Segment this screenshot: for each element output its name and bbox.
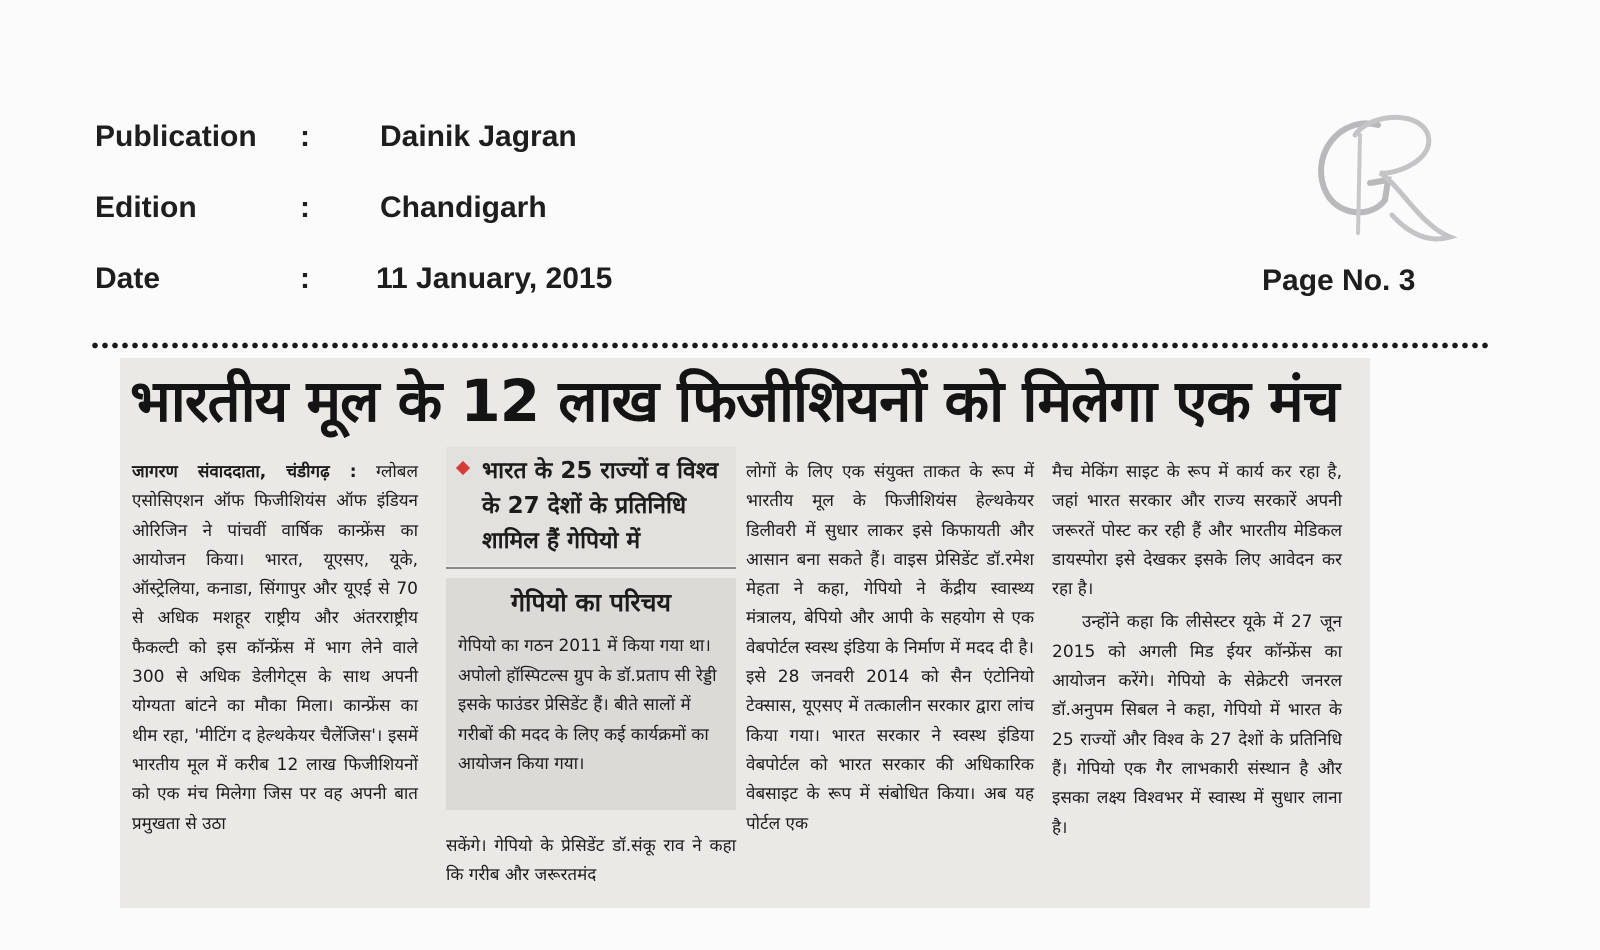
edition-colon: :	[300, 191, 310, 224]
column-3-text: लोगों के लिए एक संयुक्त ताकत के रूप में भारतीय मूल के फिजीशियंस हेल्थकेयर डिलीवरी में सुधार लाकर इसे किफायती और आसान बना सकते हैं। वाइस प्रेसिडेंट डॉ.रमेश मेहता ने कहा, गेपियो ने केंद्रीय स्वास्थ्य मंत्रालय, बेपियो और आपी के सहयोग से एक वेबपोर्टल स्वस्थ इंडिया के निर्माण में मदद दी है। इसे 28 जनवरी 2014 को सैन एंटोनियो टेक्सास, यूएसए में तत्कालीन सरकार द्वारा लांच किया गया। भारत सरकार ने स्वस्थ इंडिया वेबपोर्टल को भारत सरकार की अधिकारिक वेबसाइट के रूप में संबोधित किया। अब यह पोर्टल एक	[746, 462, 1034, 834]
gr-monogram-logo	[1300, 105, 1460, 255]
pull-quote-divider	[446, 567, 736, 569]
article-column-3	[746, 458, 1034, 839]
date-label: Date	[95, 262, 161, 295]
edition-value: Chandigarh	[380, 191, 547, 224]
column-4-paragraph-2: उन्होंने कहा कि लीसेस्टर यूके में 27 जून 2015 को अगली मिड ईयर कॉन्फ्रेंस का आयोजन करेंगे। गेपियो के सेक्रेटरी जनरल डॉ.अनुपम सिबल ने कहा, गेपियो में भारत के 25 राज्यों और विश्व के 27 देशों के प्रतिनिधि हैं। गेपियो एक गैर लाभकारी संस्थान है और इसका लक्ष्य विश्वभर में स्वास्थ में सुधार लाना है।	[1052, 612, 1342, 838]
page-number: Page No. 3	[1262, 264, 1416, 297]
date-colon: :	[300, 262, 310, 295]
publication-colon: :	[300, 120, 310, 153]
info-box-title: गेपियो का परिचय	[510, 588, 672, 617]
publication-label: Publication	[95, 120, 257, 153]
dotted-separator	[90, 342, 1490, 349]
info-box-body: गेपियो का गठन 2011 में किया गया था। अपोलो हॉस्पिटल्स ग्रुप के डॉ.प्रताप सी रेड्डी इसके फाउंडर प्रेसिडेंट हैं। बीते सालों में गरीबों की मदद के लिए कई कार्यक्रमों का आयोजन किया गया।	[458, 636, 717, 775]
gr-logo-icon	[1300, 105, 1460, 255]
article-column-1	[132, 458, 418, 839]
publication-value: Dainik Jagran	[380, 120, 577, 153]
article-headline: भारतीय मूल के 12 लाख फिजीशियनों को मिलेगा एक मंच	[130, 367, 1339, 435]
column-2-text: सकेंगे। गेपियो के प्रेसिडेंट डॉ.संकू राव ने कहा कि गरीब और जरूरतमंद	[446, 836, 736, 886]
article-byline: जागरण संवाददाता, चंडीगढ़ :	[132, 462, 357, 482]
article-column-4	[1052, 458, 1342, 843]
edition-label: Edition	[95, 191, 197, 224]
column-4-paragraph-1: मैच मेकिंग साइट के रूप में कार्य कर रहा है, जहां भारत सरकार और राज्य सरकारें अपनी जरूरतें पोस्ट कर रही हैं और भारतीय मेडिकल डायस्पोरा इसे देखकर इसके लिए आवेदन कर रहा है।	[1052, 462, 1342, 600]
column-1-text: ग्लोबल एसोसिएशन ऑफ फिजीशियंस ऑफ इंडियन ओरिजिन ने पांचवीं वार्षिक कान्फ्रेंस का आयोजन किया। भारत, यूएसए, यूके, ऑस्ट्रेलिया, कनाडा, सिंगापुर और यूएई से 70 से अधिक मशहूर राष्ट्रीय और अंतरराष्ट्रीय फैकल्टी को इस कॉन्फ्रेंस में भाग लेने वाले 300 से अधिक डेलीगेट्स के साथ अपनी योग्यता बांटने का मौका मिला। कान्फ्रेंस का थीम रहा, 'मीटिंग द हेल्थकेयर चैलेंजिस'। इसमें भारतीय मूल में करीब 12 लाख फिजीशियनों को एक मंच मिलेगा जिस पर वह अपनी बात प्रमुखता से उठा	[132, 462, 418, 834]
date-value: 11 January, 2015	[376, 262, 613, 295]
pull-quote-text: भारत के 25 राज्यों व विश्व के 27 देशों के प्रतिनिधि शामिल हैं गेपियो में	[482, 458, 719, 554]
